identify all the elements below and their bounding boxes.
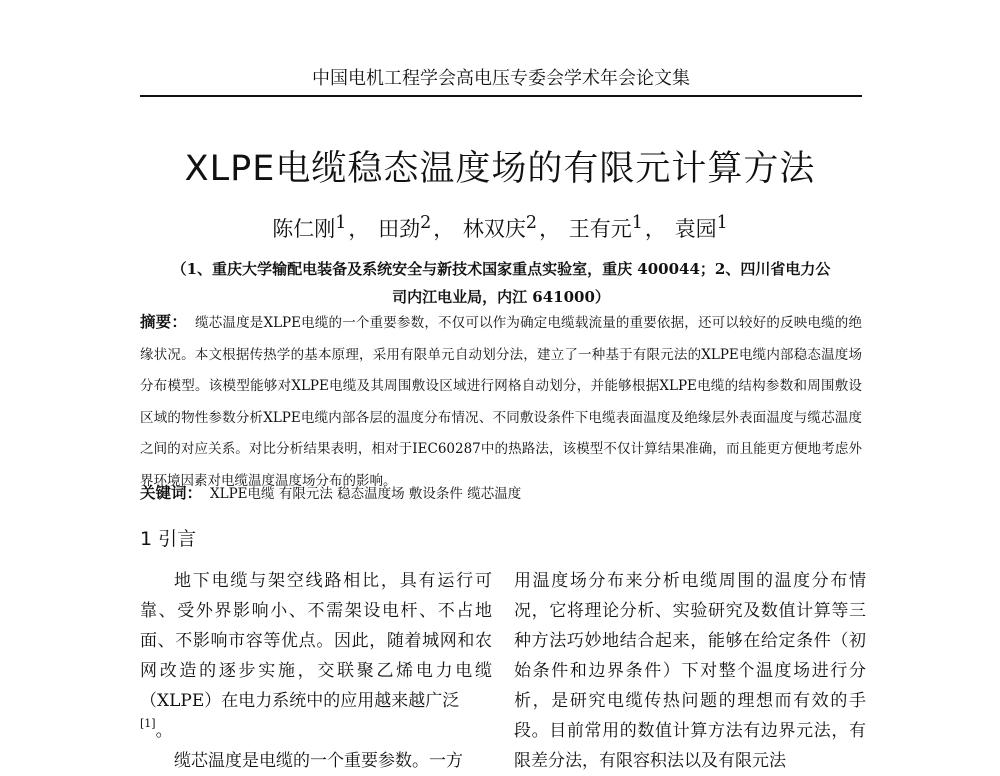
- keywords-text: XLPE电缆 有限元法 稳态温度场 敷设条件 缆芯温度: [210, 486, 522, 502]
- keywords-label: 关键词：: [140, 484, 203, 502]
- paragraph: 缆芯温度是电缆的一个重要参数。一方: [174, 751, 463, 771]
- author-separator: ，: [644, 217, 666, 241]
- paragraph: 用温度场分布来分析电缆周围的温度分布情况，它将理论分析、实验研究及数值计算等三种方法巧妙地结合起来，能够在给定条件（初始条件和边界条件）下对整个温度场进行分析，是研究电缆传热问题的理想而有效的手段。目前常用的数值计算方法有边界元法，有限差分法，有限容积法以及有限元法: [514, 571, 866, 771]
- author-name: 田劲: [378, 217, 421, 241]
- paragraph-text: 地下电缆与架空线路相比，具有运行可靠、受外界影响小、不需架设电杆、不占地面、不影响市容等优点。因此，随着城网和农网改造的逐步实施，交联聚乙烯电力电缆（XLPE）在电力系统中的应用越来越广泛: [140, 571, 492, 711]
- author-list: [100, 208, 900, 244]
- citation-ref: [1]: [140, 717, 156, 730]
- affiliation-line-1: （1、重庆大学输配电装备及系统安全与新技术国家重点实验室，重庆 400044；2、四川省电力公: [171, 260, 831, 278]
- author-affil-mark: 2: [525, 213, 538, 233]
- author-name: 陈仁刚: [272, 217, 336, 241]
- author-name: 袁园: [674, 217, 717, 241]
- section-heading: 1 引言: [140, 528, 197, 550]
- paragraph: [140, 566, 492, 746]
- abstract-label: 摘要：: [140, 313, 188, 331]
- keywords: [140, 480, 862, 507]
- abstract: [140, 307, 862, 497]
- author-affil-mark: 2: [420, 213, 432, 233]
- author-affil-mark: 1: [716, 213, 728, 233]
- author-separator: ，: [433, 217, 455, 241]
- body-column-left: [140, 566, 492, 776]
- paper-title: XLPE电缆稳态温度场的有限元计算方法: [184, 149, 816, 189]
- author-affil-mark: 1: [335, 213, 347, 233]
- abstract-text: 缆芯温度是XLPE电缆的一个重要参数，不仅可以作为确定电缆载流量的重要依据，还可以较好的反映电缆的绝缘状况。本文根据传热学的基本原理，采用有限单元自动划分法，建立了一种基于有限元法的XLPE电缆内部稳态温度场分布模型。该模型能够对XLPE电缆及其周围敷设区域进行网格自动划分，并能够根据XLPE电缆的结构参数和周围敷设区域的物性参数分析XLPE电缆内部各层的温度分布情况、不同敷设条件下电缆表面温度及绝缘层外表面温度与缆芯温度之间的对应关系。对比分析结果表明，相对于IEC60287中的热路法，该模型不仅计算结果准确，而且能更方便地考虑外界环境因素对电缆温度温度场分布的影响。: [140, 315, 862, 489]
- author-separator: ，: [348, 217, 370, 241]
- affiliations: [140, 255, 862, 311]
- author-name: 林双庆: [462, 217, 526, 241]
- author-affil-mark: 1: [631, 213, 643, 233]
- author-name: 王有元: [568, 217, 632, 241]
- body-column-right: [514, 566, 866, 776]
- journal-header: 中国电机工程学会高电压专委会学术年会论文集: [140, 65, 862, 97]
- paragraph-end: 。: [155, 721, 173, 741]
- affiliation-line-2: 司内江电业局，内江 641000）: [392, 288, 610, 306]
- author-separator: ，: [539, 217, 561, 241]
